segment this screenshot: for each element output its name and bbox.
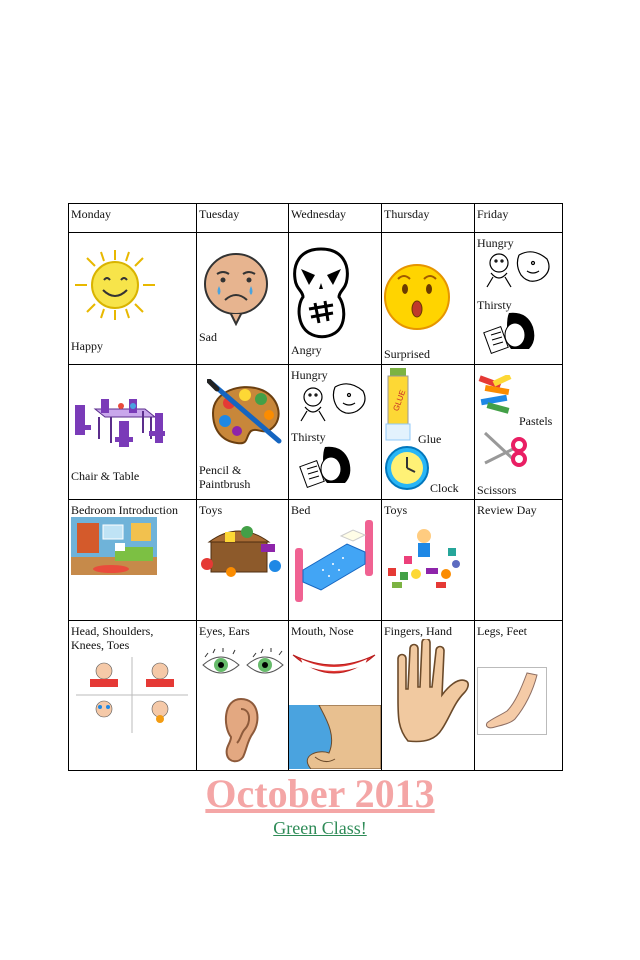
header-row: [69, 204, 563, 233]
ear-icon: [219, 697, 261, 763]
pastels-icon: [477, 375, 517, 415]
chair-table-icon: [71, 395, 167, 453]
clock-icon: [384, 445, 430, 491]
activity-label: Scissors: [477, 483, 517, 497]
thirsty-icon: [483, 311, 539, 359]
toys-icon: [386, 524, 466, 590]
body-parts-chart-image: [76, 657, 188, 733]
cell-w1-tuesday: [197, 233, 289, 365]
activity-label: Mouth, Nose: [291, 624, 354, 638]
cell-w2-thursday: [382, 365, 475, 500]
week-row-2: [69, 365, 563, 500]
activity-label: Sad: [199, 330, 217, 344]
activity-label: Clock: [430, 481, 459, 495]
activity-label: Toys: [199, 503, 223, 517]
hungry-icon: [479, 247, 557, 291]
sad-face-icon: [201, 248, 271, 326]
activity-label: Head, Shoulders, Knees, Toes: [71, 624, 154, 652]
calendar-title: October 2013: [205, 771, 435, 816]
cell-w1-friday: [475, 233, 563, 365]
header-label: Friday: [477, 207, 509, 221]
cell-w4-friday: [475, 621, 563, 771]
cell-w4-thursday: [382, 621, 475, 771]
header-monday: [69, 204, 197, 233]
cell-w4-tuesday: [197, 621, 289, 771]
bedroom-image: [71, 517, 157, 575]
cell-w3-friday: [475, 500, 563, 621]
class-name-link[interactable]: Green Class!: [273, 818, 367, 838]
week-row-1: [69, 233, 563, 365]
cell-w3-wednesday: [289, 500, 382, 621]
activity-label: Thirsty: [477, 298, 512, 312]
cell-w3-monday: [69, 500, 197, 621]
cell-w1-monday: [69, 233, 197, 365]
surprised-face-icon: [384, 263, 450, 331]
activity-label: Legs, Feet: [477, 624, 527, 638]
bed-icon: [293, 518, 375, 604]
cell-w3-thursday: [382, 500, 475, 621]
cell-w2-monday: [69, 365, 197, 500]
hand-icon: [384, 639, 472, 743]
cell-w4-wednesday: [289, 621, 382, 771]
activity-label: Eyes, Ears: [199, 624, 250, 638]
activity-label: Angry: [291, 343, 322, 357]
week-row-3: [69, 500, 563, 621]
week-row-4: [69, 621, 563, 771]
activity-label: Glue: [418, 432, 442, 446]
mouth-icon: [291, 651, 377, 683]
activity-label: Hungry: [291, 368, 328, 382]
angry-skull-icon: [291, 247, 351, 339]
header-friday: [475, 204, 563, 233]
header-label: Thursday: [384, 207, 430, 221]
eyes-icon: [199, 647, 287, 681]
paint-palette-icon: [207, 379, 285, 447]
header-label: Tuesday: [199, 207, 240, 221]
leg-icon: [477, 667, 547, 735]
header-thursday: [382, 204, 475, 233]
header-tuesday: [197, 204, 289, 233]
sun-icon: [71, 248, 159, 323]
header-label: Monday: [71, 207, 111, 221]
svg-text:GLUE: GLUE: [391, 388, 408, 413]
thirsty-icon: [299, 445, 355, 493]
cell-w3-tuesday: [197, 500, 289, 621]
header-label: Wednesday: [291, 207, 347, 221]
activity-label: Fingers, Hand: [384, 624, 452, 638]
header-wednesday: [289, 204, 382, 233]
activity-label: Pastels: [519, 414, 553, 428]
scissors-icon: [481, 429, 533, 475]
activity-label: Bed: [291, 503, 311, 517]
calendar-table: [68, 203, 563, 771]
activity-label: Hungry: [477, 236, 514, 250]
cell-w1-wednesday: [289, 233, 382, 365]
cell-w2-friday: [475, 365, 563, 500]
glue-stick-icon: [384, 368, 414, 442]
toy-chest-icon: [201, 518, 283, 578]
activity-label: Bedroom Introduction: [71, 503, 178, 517]
hungry-icon: [293, 379, 373, 425]
nose-icon: [289, 705, 381, 769]
activity-label: Chair & Table: [71, 469, 140, 483]
cell-w2-tuesday: [197, 365, 289, 500]
activity-label: Surprised: [384, 347, 430, 361]
cell-w2-wednesday: [289, 365, 382, 500]
cell-w4-monday: [69, 621, 197, 771]
activity-label: Toys: [384, 503, 408, 517]
cell-w1-thursday: [382, 233, 475, 365]
activity-label: Pencil & Paintbrush: [199, 463, 251, 491]
activity-label: Thirsty: [291, 430, 326, 444]
activity-label: Happy: [71, 339, 103, 353]
activity-label: Review Day: [477, 503, 537, 517]
